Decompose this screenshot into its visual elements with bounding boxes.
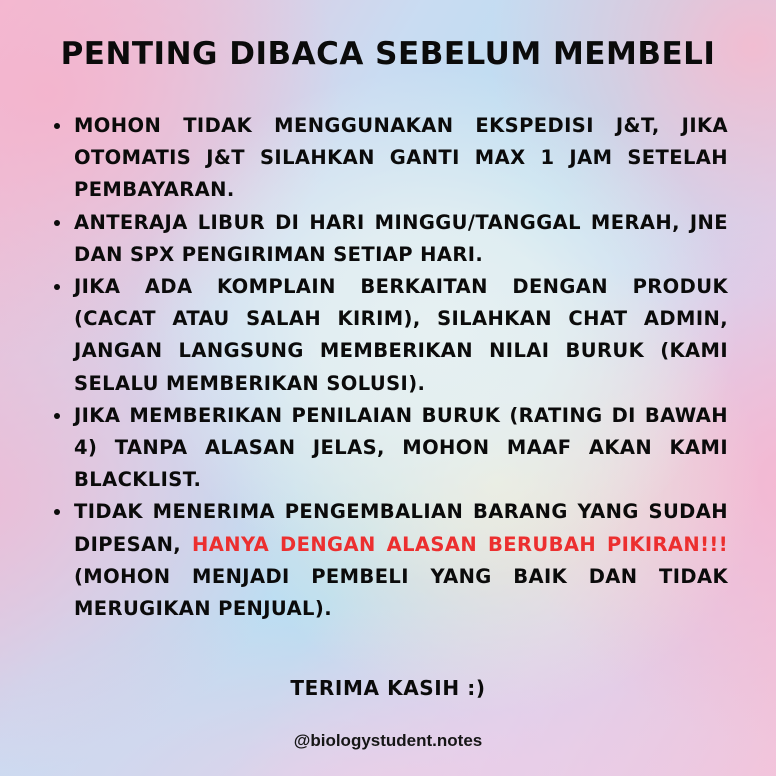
note-text: ANTERAJA LIBUR DI HARI MINGGU/TANGGAL MERAH, JNE DAN SPX PENGIRIMAN SETIAP HARI. — [74, 210, 728, 266]
account-handle: @biologystudent.notes — [293, 731, 483, 750]
page-title: PENTING DIBACA SEBELUM MEMBELI — [60, 36, 716, 72]
note-item — [48, 110, 728, 207]
note-highlight: HANYA DENGAN ALASAN BERUBAH PIKIRAN!!! — [192, 532, 728, 556]
note-item — [48, 400, 728, 497]
note-text: MOHON TIDAK MENGGUNAKAN EKSPEDISI J&T, JIKA OTOMATIS J&T SILAHKAN GANTI MAX 1 JAM SETELAH PEMBAYARAN. — [74, 114, 728, 202]
note-item — [48, 496, 728, 625]
note-item — [48, 271, 728, 400]
note-text: JIKA ADA KOMPLAIN BERKAITAN DENGAN PRODUK (CACAT ATAU SALAH KIRIM), SILAHKAN CHAT ADMIN, JANGAN LANGSUNG MEMBERIKAN NILAI BURUK (KAMI SELALU MEMBERIKAN SOLUSI). — [74, 275, 728, 395]
note-text: TIDAK MENERIMA PENGEMBALIAN BARANG YANG SUDAH DIPESAN, — [74, 500, 728, 556]
note-item — [48, 207, 728, 271]
notes-list — [48, 110, 728, 625]
note-text: JIKA MEMBERIKAN PENILAIAN BURUK (RATING DI BAWAH 4) TANPA ALASAN JELAS, MOHON MAAF AKAN KAMI BLACKLIST. — [74, 403, 728, 492]
note-text: (MOHON MENJADI PEMBELI YANG BAIK DAN TIDAK MERUGIKAN PENJUAL). — [74, 564, 728, 621]
thanks-text: TERIMA KASIH :) — [290, 676, 486, 700]
